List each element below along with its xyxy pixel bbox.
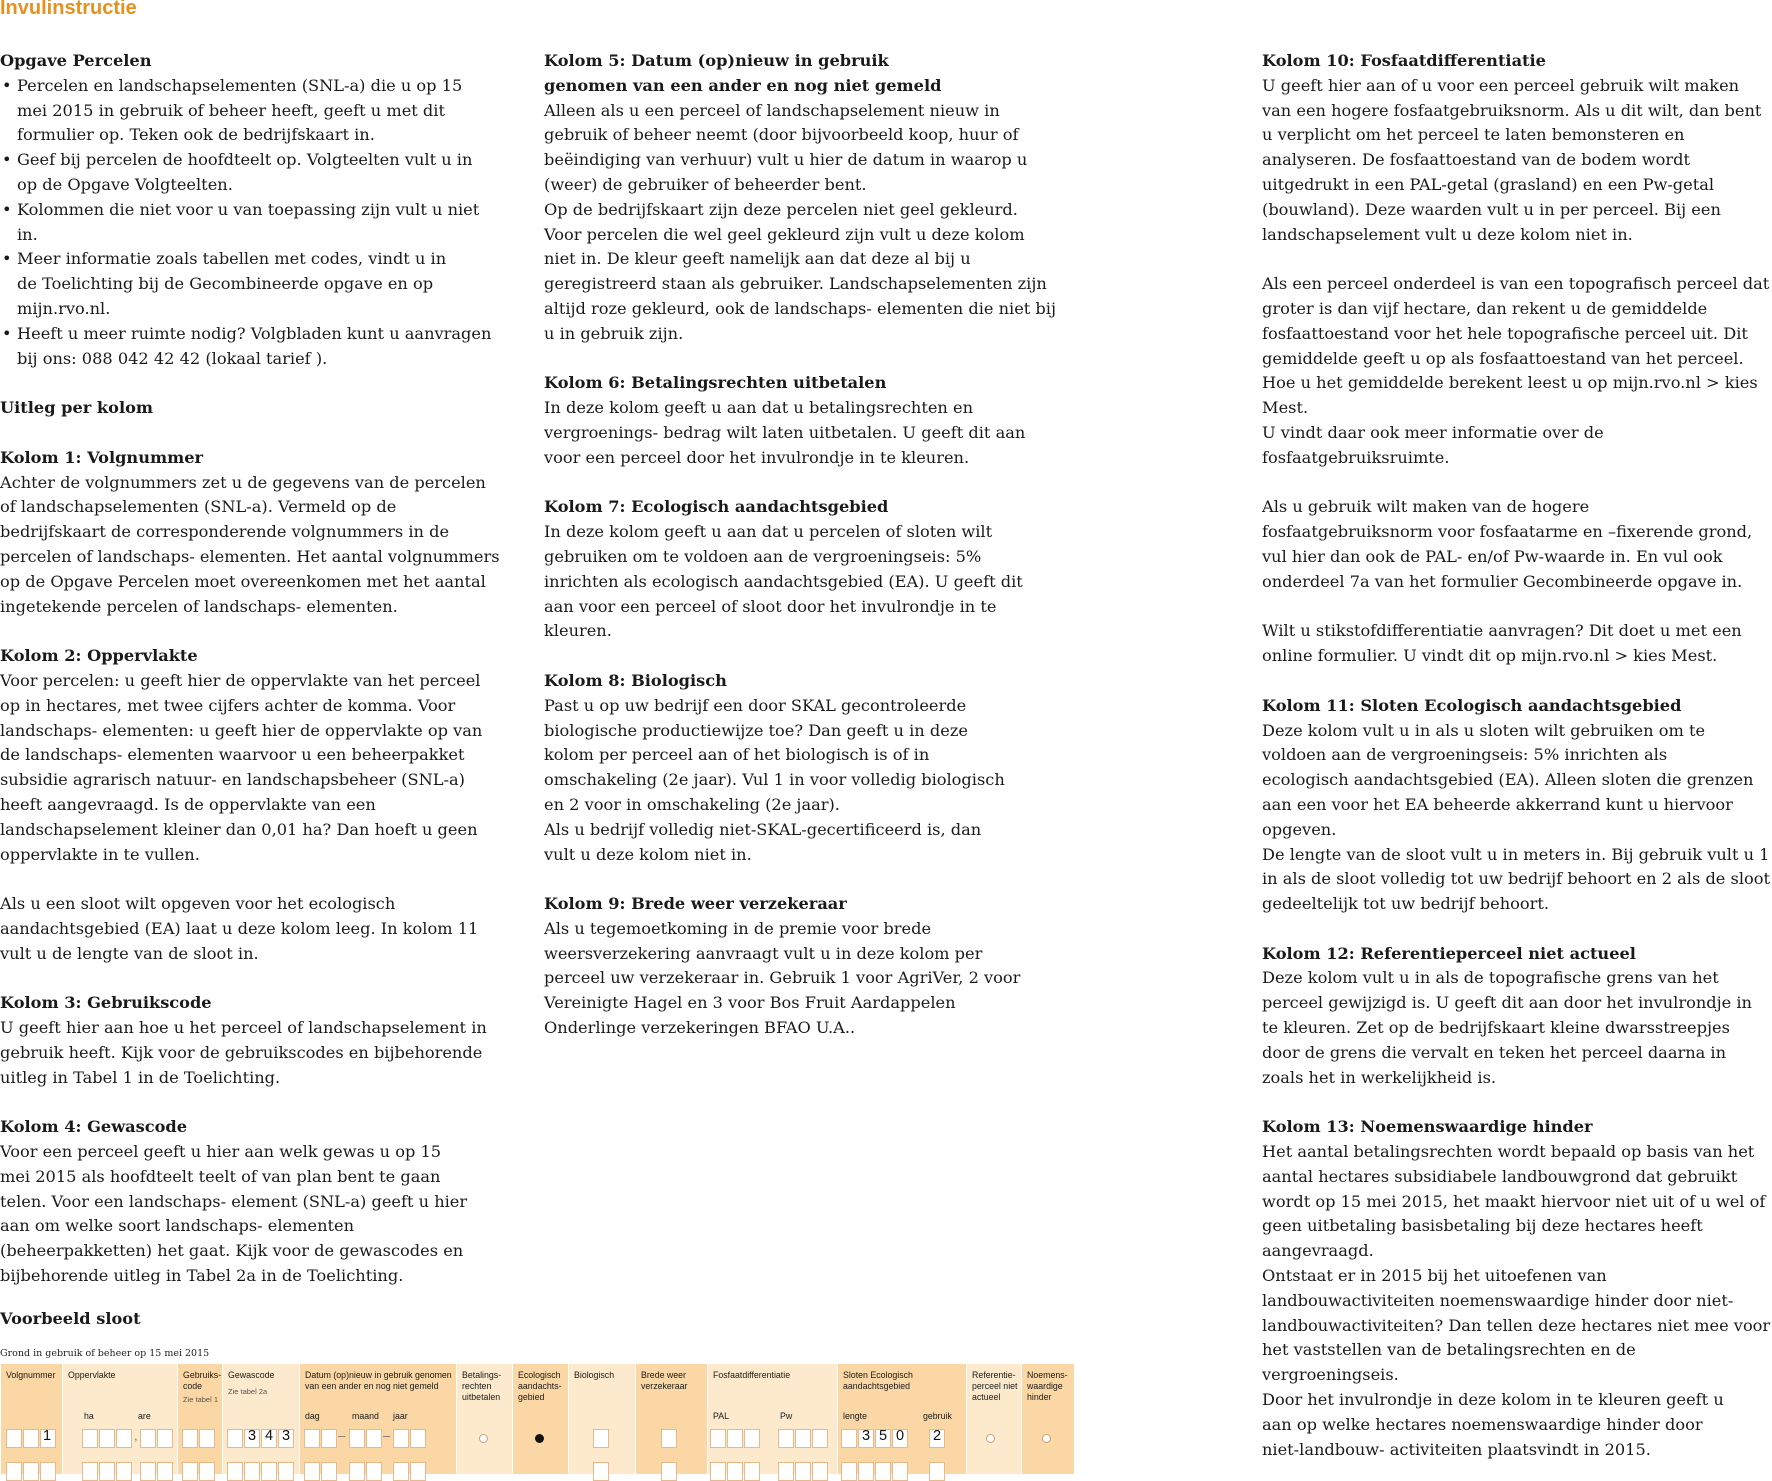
column-left (0, 49, 505, 1289)
kolom-10-text-fosfaatarm: Als u gebruik wilt maken van de hogere fosfaatgebruiksnorm voor fosfaatarme en –fixerende grond, vul hier dan ook de PAL- en/of Pw-waarde in. En vul ook onderdeel 7a van het formulier Gecombineerde opgave in. (1262, 497, 1753, 591)
date-separator: – (338, 1428, 346, 1443)
volgnummer-box[interactable] (6, 1429, 22, 1448)
kolom-4-text: Voor een perceel geeft u hier aan welk gewas u op 15 mei 2015 als hoofdteelt teelt of van plan bent te gaan telen. Voor een landschaps- element (SNL-a) geeft u hier aan om welke soort landschaps- elementen (beheerpakketten) het gaat. Kijk voor de gewascodes en bijbehorende uitleg in Tabel 2a in de Toelichting. (0, 1142, 468, 1286)
pal-box[interactable] (744, 1462, 760, 1481)
gebruikscode-box[interactable] (182, 1429, 198, 1448)
header-brede-weer: Brede weer verzekeraar (641, 1370, 688, 1391)
kolom-8-text: Past u op uw bedrijf een door SKAL gecontroleerde biologische productiewijze toe? Dan geeft u in deze kolom per perceel aan of het biologisch is of in omschakeling (2e jaar). Vul 1 in voor volledig biologisch en 2 voor in omschakeling (2e jaar). (544, 695, 1005, 814)
col-betalingsrechten (456, 1364, 512, 1474)
list-item: • Geef bij percelen de hoofdteelt op. Volgteelten vult u in op de Opgave Volgteelten. (0, 148, 487, 198)
kolom-10-heading: Kolom 10: Fosfaatdifferentiatie (1262, 51, 1546, 70)
column-right (1262, 49, 1772, 1462)
list-item: • Percelen en landschapselementen (SNL-a) die u op 15 mei 2015 in gebruik of beheer heeft, geeft u met dit formulier op. Teken ook de bedrijfskaart in. (0, 74, 472, 148)
sub-pw: Pw (780, 1411, 793, 1421)
list-item: • Kolommen die niet voor u van toepassing zijn vult u niet in. (0, 198, 505, 248)
gewascode-box[interactable] (227, 1462, 243, 1481)
gewascode-box[interactable] (278, 1462, 294, 1481)
kolom-13-text-hinder: Ontstaat er in 2015 bij het uitoefenen van landbouwactiviteiten noemenswaardige hinder door niet-landbouwactiviteiten? Dan tellen deze hectares niet mee voor het vaststellen van de betalingsrechten en de vergroeningseis. (1262, 1266, 1771, 1385)
header-noemens: Noemens- waardige hinder (1027, 1370, 1068, 1402)
gebruik-box[interactable] (929, 1462, 945, 1481)
sub-gebruik: gebruik (923, 1411, 952, 1421)
referentie-radio[interactable] (986, 1434, 995, 1443)
opgave-heading: Opgave Percelen (0, 51, 152, 70)
dag-box[interactable] (304, 1462, 320, 1481)
gebruikscode-box[interactable] (199, 1462, 215, 1481)
header-gebruikscode: Gebruiks- code (183, 1370, 222, 1391)
jaar-box[interactable] (393, 1462, 409, 1481)
verzekeraar-box[interactable] (661, 1462, 677, 1481)
kolom-8-text-skal: Als u bedrijf volledig niet-SKAL-gecertificeerd is, dan vult u deze kolom niet in. (544, 819, 982, 864)
header-referentie: Referentie- perceel niet actueel (972, 1370, 1018, 1402)
kolom-13-text: Het aantal betalingsrechten wordt bepaald op basis van het aantal hectares subsidiabele landbouwgrond dat gebruikt wordt op 15 mei 2015, het maakt hiervoor niet uit of u wel of geen uitbetaling basisbetaling bij deze hectares heeft aangevraagd. (1262, 1142, 1766, 1261)
ha-box[interactable] (116, 1429, 132, 1448)
kolom-5-text: Alleen als u een perceel of landschapselement nieuw in gebruik of beheer neemt (door bijvoorbeeld koop, huur of beëindiging van verhuur) vult u hier de datum in waarop u (weer) de gebruiker of beheerder bent. (544, 100, 1028, 194)
pal-box[interactable] (727, 1429, 743, 1448)
instruction-list (0, 74, 505, 372)
header-gewascode: Gewascode (228, 1370, 275, 1380)
maand-box[interactable] (349, 1462, 365, 1481)
kolom-11-heading: Kolom 11: Sloten Ecologisch aandachtsgebied (1262, 695, 1682, 715)
pw-box[interactable] (778, 1429, 794, 1448)
col-gewascode (222, 1364, 299, 1474)
kolom-10-text-gemiddelde: Hoe u het gemiddelde berekent leest u op mijn.rvo.nl > kies Mest. (1262, 373, 1758, 418)
are-box[interactable] (140, 1462, 156, 1481)
kolom-2-text: Voor percelen: u geeft hier de oppervlakte van het perceel op in hectares, met twee cijfers achter de komma. Voor landschaps- elementen: u geeft hier de oppervlakte op van de landschaps- elementen waarvoor u een beheerpakket subsidie agrarisch natuur- en landschapsbeheer (SNL-a) heeft aangevraagd. Is de oppervlakte van een landschapselement kleiner dan 0,01 ha? Dan hoeft u geen oppervlakte in te vullen. (0, 670, 483, 864)
col-oppervlakte (62, 1364, 177, 1474)
noemens-radio[interactable] (1042, 1434, 1051, 1443)
ha-box[interactable] (82, 1429, 98, 1448)
maand-box[interactable] (366, 1462, 382, 1481)
ecologisch-radio-filled[interactable] (535, 1434, 544, 1443)
date-separator: – (383, 1428, 391, 1443)
header-volgnummer: Volgnummer (6, 1370, 56, 1380)
sub-dag: dag (305, 1411, 320, 1421)
biologisch-box[interactable] (593, 1462, 609, 1481)
kolom-12-heading: Kolom 12: Referentieperceel niet actueel (1262, 943, 1636, 963)
note-gebruikscode: Zie tabel 1 (183, 1395, 219, 1404)
kolom-10-text-topografisch: Als een perceel onderdeel is van een topografisch perceel dat groter is dan vijf hectare, dan rekent u de gemiddelde fosfaattoestand voor het hele topografische perceel uit. Dit gemiddelde geeft u op als fosfaattoestand van het perceel. (1262, 274, 1770, 368)
gewascode-box[interactable] (261, 1462, 277, 1481)
kolom-5-heading: Kolom 5: Datum (op)nieuw in gebruik genomen van een ander en nog niet gemeld (544, 51, 942, 95)
sub-pal: PAL (713, 1411, 729, 1421)
col-biologisch (568, 1364, 635, 1474)
lengte-digit: 3 (862, 1428, 871, 1444)
gewascode-box[interactable] (227, 1429, 243, 1448)
kolom-9-heading: Kolom 9: Brede weer verzekeraar (544, 894, 847, 914)
kolom-11-text-lengte: De lengte van de sloot vult u in meters in. Bij gebruik vult u 1 in als de sloot volledig tot uw bedrijf behoort en 2 als de sloot gedeeltelijk tot uw bedrijf behoort. (1262, 844, 1771, 914)
dag-box[interactable] (321, 1462, 337, 1481)
col-noemens (1021, 1364, 1074, 1474)
header-oppervlakte: Oppervlakte (68, 1370, 116, 1380)
col-brede-weer (635, 1364, 707, 1474)
verzekeraar-box[interactable] (661, 1429, 677, 1448)
kolom-10-text-ruimte: U vindt daar ook meer informatie over de fosfaatgebruiksruimte. (1262, 422, 1604, 467)
col-sloten (837, 1364, 966, 1474)
gebruikscode-box[interactable] (199, 1429, 215, 1448)
kolom-7-text: In deze kolom geeft u aan dat u percelen of sloten wilt gebruiken om te voldoen aan de vergroeningseis: 5% inrichten als ecologisch aandachtsgebied (EA). U geeft dit aan voor een perceel of sloot door het invulrondje in te kleuren. (544, 522, 1023, 641)
kolom-13-heading: Kolom 13: Noemenswaardige hinder (1262, 1117, 1593, 1137)
header-ecologisch: Ecologisch aandachts- gebied (518, 1370, 562, 1402)
header-betalingsrechten: Betalings- rechten uitbetalen (462, 1370, 502, 1402)
col-ecologisch (512, 1364, 568, 1474)
volgnummer-box[interactable] (40, 1462, 56, 1481)
kolom-3-text: U geeft hier aan hoe u het perceel of landschapselement in gebruik heeft. Kijk voor de gebruikscodes en bijbehorende uitleg in Tabel 1 in de Toelichting. (0, 1018, 487, 1087)
kolom-11-text: Deze kolom vult u in als u sloten wilt gebruiken om te voldoen aan de vergroeningseis: 5% inrichten als ecologisch aandachtsgebied (EA). Alleen sloten die grenzen aan een voor het EA beheerde akkerrand kunt u hiervoor opgeven. (1262, 720, 1754, 839)
kolom-6-heading: Kolom 6: Betalingsrechten uitbetalen (544, 373, 887, 393)
lengte-box[interactable] (841, 1462, 857, 1481)
kolom-1-heading: Kolom 1: Volgnummer (0, 447, 204, 467)
example-subtitle: Grond in gebruik of beheer op 15 mei 2015 (0, 1348, 210, 1359)
example-form-table (0, 1364, 1074, 1474)
col-datum (299, 1364, 456, 1474)
col-gebruikscode (177, 1364, 222, 1474)
area-comma: , (134, 1428, 138, 1443)
example-title: Voorbeeld sloot (0, 1309, 141, 1328)
header-fosfaat: Fosfaatdifferentiatie (713, 1370, 791, 1380)
jaar-box[interactable] (410, 1429, 426, 1448)
pw-box[interactable] (812, 1429, 828, 1448)
kolom-2-heading: Kolom 2: Oppervlakte (0, 646, 198, 666)
maand-box[interactable] (349, 1429, 365, 1448)
volgnummer-box[interactable] (6, 1462, 22, 1481)
header-sloten: Sloten Ecologisch aandachtsgebied (843, 1370, 913, 1391)
page-title: Invulinstructie (0, 0, 137, 19)
dag-box[interactable] (321, 1429, 337, 1448)
jaar-box[interactable] (393, 1429, 409, 1448)
list-item: • Meer informatie zoals tabellen met codes, vindt u in de Toelichting bij de Gecombineerde opgave en op mijn.rvo.nl. (0, 247, 457, 321)
gewascode-digit: 4 (265, 1428, 274, 1444)
gewascode-box[interactable] (244, 1462, 260, 1481)
sub-maand: maand (352, 1411, 379, 1421)
col-referentie (966, 1364, 1021, 1474)
col-fosfaat (707, 1364, 837, 1474)
kolom-8-heading: Kolom 8: Biologisch (544, 670, 727, 690)
kolom-5-text-kaart: Op de bedrijfskaart zijn deze percelen niet geel gekleurd. Voor percelen die wel geel gekleurd zijn vult u deze kolom niet in. De kleur geeft namelijk aan dat deze al bij u geregistreerd staan als gebruiker. Landschapselementen zijn altijd roze gekleurd, ook de landschaps- elementen die niet bij u in gebruik zijn. (544, 199, 1056, 343)
lengte-digit: 5 (879, 1428, 888, 1444)
note-gewascode: Zie tabel 2a (228, 1387, 268, 1396)
pw-box[interactable] (795, 1462, 811, 1481)
kolom-4-heading: Kolom 4: Gewascode (0, 1117, 188, 1137)
ha-box[interactable] (99, 1462, 115, 1481)
pal-box[interactable] (727, 1462, 743, 1481)
sub-jaar: jaar (393, 1411, 408, 1421)
are-box[interactable] (157, 1462, 173, 1481)
volgnummer-box[interactable] (23, 1462, 39, 1481)
gewascode-digit: 3 (282, 1428, 291, 1444)
dag-box[interactable] (304, 1429, 320, 1448)
pal-box[interactable] (710, 1462, 726, 1481)
are-box[interactable] (140, 1429, 156, 1448)
sub-ha: ha (84, 1411, 94, 1421)
lengte-box[interactable] (875, 1462, 891, 1481)
gebruikscode-box[interactable] (182, 1462, 198, 1481)
ha-box[interactable] (82, 1462, 98, 1481)
sub-lengte: lengte (843, 1411, 867, 1421)
pal-box[interactable] (744, 1429, 760, 1448)
kolom-7-heading: Kolom 7: Ecologisch aandachtsgebied (544, 497, 889, 517)
kolom-12-text: Deze kolom vult u in als de topografische grens van het perceel gewijzigd is. U geeft dit aan door het invulrondje in te kleuren. Zet op de bedrijfskaart kleine dwarsstreepjes door de grens die vervalt en teken het perceel daarna in zoals het in werkelijkheid is. (1262, 968, 1752, 1087)
kolom-9-text: Als u tegemoetkoming in de premie voor brede weersverzekering aanvraagt vult u in deze kolom per perceel uw verzekeraar in. Gebruik 1 voor AgriVer, 2 voor Vereinigte Hagel en 3 voor Bos Fruit Aardappelen Onderlinge verzekeringen BFAO U.A.. (544, 918, 1021, 1038)
sub-are: are (138, 1411, 151, 1421)
col-volgnummer (0, 1364, 62, 1474)
column-middle (544, 49, 1059, 1041)
gebruik-digit: 2 (933, 1428, 942, 1444)
lengte-box[interactable] (892, 1462, 908, 1481)
gewascode-digit: 3 (248, 1428, 257, 1444)
betalingsrechten-radio[interactable] (479, 1434, 488, 1443)
kolom-10-text: U geeft hier aan of u voor een perceel gebruik wilt maken van een hogere fosfaatgebruiksnorm. Als u dit wilt, dan bent u verplicht om het perceel te laten bemonsteren en analyseren. De fosfaattoestand van de bodem wordt uitgedrukt in een PAL-getal (grasland) en een Pw-getal (bouwland). Deze waarden vult u in per perceel. Bij een landschapselement vult u deze kolom niet in. (1262, 75, 1762, 244)
volgnummer-box[interactable] (23, 1429, 39, 1448)
lengte-box[interactable] (858, 1462, 874, 1481)
kolom-1-text: Achter de volgnummers zet u de gegevens van de percelen of landschapselementen (SNL-a). Vermeld op de bedrijfskaart de corresponderende volgnummers in de percelen of landschaps- elementen. Het aantal volgnummers op de Opgave Percelen moet overeenkomen met het aantal ingetekende percelen of landschaps- elementen. (0, 472, 500, 616)
uitleg-heading: Uitleg per kolom (0, 398, 154, 418)
kolom-2-text-sloot: Als u een sloot wilt opgeven voor het ecologisch aandachtsgebied (EA) laat u deze kolom leeg. In kolom 11 vult u de lengte van de sloot in. (0, 894, 479, 963)
jaar-box[interactable] (410, 1462, 426, 1481)
pal-box[interactable] (710, 1429, 726, 1448)
kolom-6-text: In deze kolom geeft u aan dat u betalingsrechten en vergroenings- bedrag wilt laten uitbetalen. U geeft dit aan voor een perceel door het invulrondje in te kleuren. (544, 398, 1026, 467)
ha-box[interactable] (116, 1462, 132, 1481)
pw-box[interactable] (795, 1429, 811, 1448)
biologisch-box[interactable] (593, 1429, 609, 1448)
list-item: • Heeft u meer ruimte nodig? Volgbladen kunt u aanvragen bij ons: 088 042 42 42 (lokaal tarief ). (0, 322, 497, 372)
pw-box[interactable] (778, 1462, 794, 1481)
kolom-3-heading: Kolom 3: Gebruikscode (0, 993, 212, 1013)
kolom-13-text-invulrondje: Door het invulrondje in deze kolom in te kleuren geeft u aan op welke hectares noemenswaardige hinder door niet-landbouw- activiteiten plaatsvindt in 2015. (1262, 1390, 1724, 1459)
kolom-10-text-stikstof: Wilt u stikstofdifferentiatie aanvragen? Dit doet u met een online formulier. U vindt dit op mijn.rvo.nl > kies Mest. (1262, 621, 1742, 666)
ha-box[interactable] (99, 1429, 115, 1448)
volgnummer-digit: 1 (43, 1428, 52, 1444)
pw-box[interactable] (812, 1462, 828, 1481)
header-biologisch: Biologisch (574, 1370, 615, 1380)
header-datum: Datum (op)nieuw in gebruik genomen van een ander en nog niet gemeld (305, 1370, 452, 1391)
maand-box[interactable] (366, 1429, 382, 1448)
lengte-digit: 0 (896, 1428, 905, 1444)
are-box[interactable] (157, 1429, 173, 1448)
lengte-box[interactable] (841, 1429, 857, 1448)
